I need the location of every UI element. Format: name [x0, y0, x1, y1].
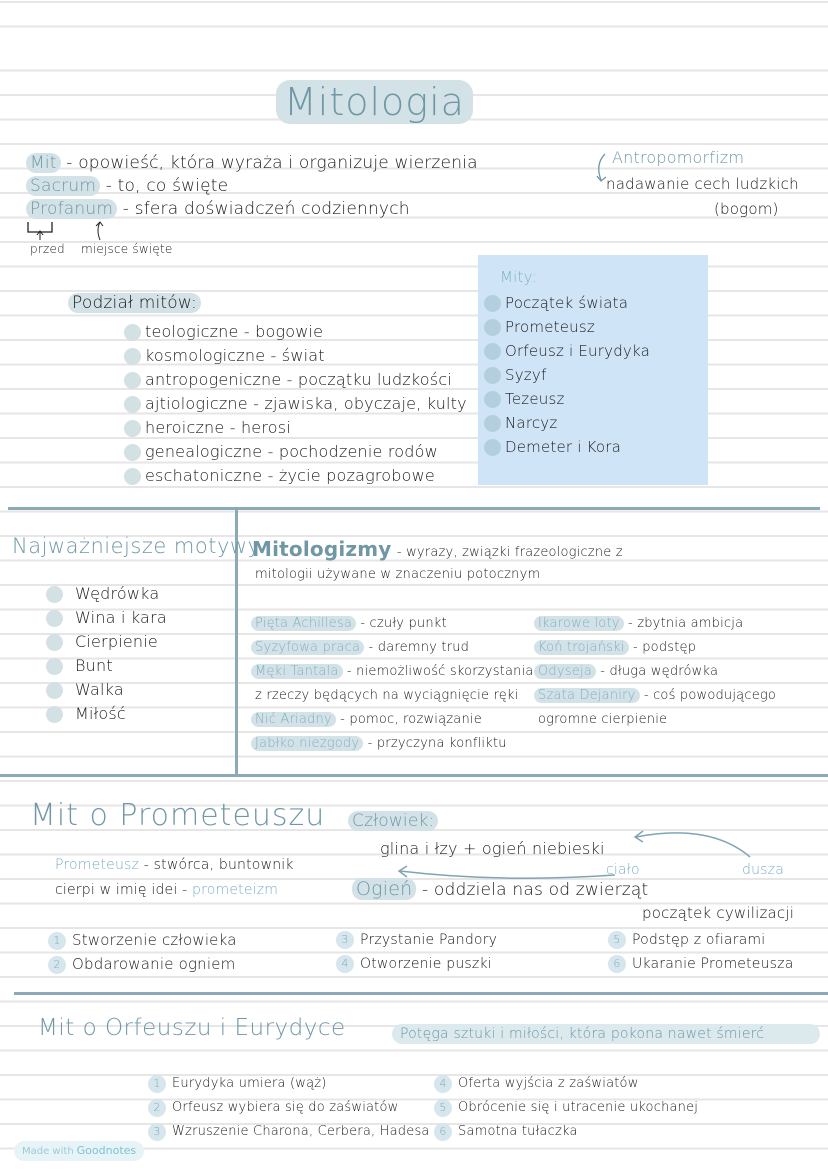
idiom-item: Szata Dejaniry - coś powodującego	[538, 684, 776, 708]
list-item: Początek świata	[484, 291, 650, 315]
list-item: eschatoniczne - życie pozagrobowe	[124, 464, 467, 488]
list-item: Syzyf	[484, 363, 650, 387]
bullet-icon	[46, 682, 63, 699]
bullet-icon	[46, 634, 63, 651]
prometheus-desc-line2: cierpi w imię idei - prometeizm	[55, 882, 279, 898]
list-item: teologiczne - bogowie	[124, 320, 467, 344]
definition-profanum: Profanum - sfera doświadczeń codziennych	[30, 198, 478, 221]
prometheus-steps-col3	[608, 928, 794, 976]
step-item: 6 Samotna tułaczka	[434, 1120, 698, 1144]
etymology-miejsce: miejsce święte	[81, 242, 173, 256]
list-item: Prometeusz	[484, 315, 650, 339]
list-item: Demeter i Kora	[484, 435, 650, 459]
bullet-icon	[46, 706, 63, 723]
bullet-icon	[124, 444, 141, 461]
bullet-icon	[484, 415, 501, 432]
page-title: Mitologia	[280, 80, 473, 124]
ogien-definition: Ogień - oddziela nas od zwierząt	[356, 878, 648, 900]
motifs-heading: Najważniejsze motywy	[12, 534, 261, 558]
list-item: genealogiczne - pochodzenie rodów	[124, 440, 467, 464]
divider-middle	[0, 774, 828, 777]
bullet-icon	[124, 372, 141, 389]
idiom-item: Męki Tantala - niemożliwość skorzystania	[255, 660, 534, 684]
list-item: Tezeusz	[484, 387, 650, 411]
bullet-icon	[46, 610, 63, 627]
mitologizmy-definition-line2: mitologii używane w znaczeniu potocznym	[255, 567, 541, 582]
prometheus-steps-col1	[48, 928, 237, 976]
cialo-label: ciało	[606, 862, 640, 878]
list-item: ajtiologiczne - zjawiska, obyczaje, kulty	[124, 392, 467, 416]
definitions	[30, 152, 478, 221]
list-item: kosmologiczne - świat	[124, 344, 467, 368]
antropomorfizm-term: Antropomorfizm	[612, 148, 745, 167]
prometheus-desc-line1: Prometeusz - stwórca, buntownik	[55, 857, 294, 873]
step-item: 5 Obrócenie się i utracenie ukochanej	[434, 1096, 698, 1120]
goodnotes-badge[interactable]: Made with Goodnotes	[14, 1141, 144, 1161]
orpheus-steps-col2	[434, 1072, 698, 1144]
bullet-icon	[484, 295, 501, 312]
bullet-icon	[124, 420, 141, 437]
step-item: 1 Eurydyka umiera (wąż)	[148, 1072, 430, 1096]
bullet-icon	[46, 586, 63, 603]
czlowiek-label: Człowiek:	[352, 811, 438, 831]
myths-heading: Mity:	[500, 268, 537, 286]
list-item: Walka	[46, 678, 167, 702]
step-item: 3 Wzruszenie Charona, Cerbera, Hadesa	[148, 1120, 430, 1144]
bullet-icon	[484, 367, 501, 384]
step-item: 5 Podstęp z ofiarami	[608, 928, 794, 952]
list-item: Orfeusz i Eurydyka	[484, 339, 650, 363]
list-item: Wina i kara	[46, 606, 167, 630]
bullet-icon	[124, 324, 141, 341]
bullet-icon	[46, 658, 63, 675]
divider-top	[8, 507, 820, 510]
idiom-item: Jabłko niezgody - przyczyna konfliktu	[255, 732, 534, 756]
prometheus-steps-col2	[336, 928, 497, 976]
step-item: 1 Stworzenie człowieka	[48, 928, 237, 952]
arrows-icon	[380, 825, 760, 885]
idiom-item: Koń trojański - podstęp	[538, 636, 776, 660]
idiom-item: Nić Ariadny - pomoc, rozwiązanie	[255, 708, 534, 732]
list-item: Bunt	[46, 654, 167, 678]
step-item: 6 Ukaranie Prometeusza	[608, 952, 794, 976]
etymology-przed: przed	[30, 242, 65, 256]
prometheus-heading: Mit o Prometeuszu	[30, 798, 326, 833]
bullet-icon	[484, 439, 501, 456]
poczatek-cywilizacji: początek cywilizacji	[642, 904, 795, 922]
idiom-continuation: ogromne cierpienie	[538, 712, 668, 727]
step-item: 3 Przystanie Pandory	[336, 928, 497, 952]
list-item: heroiczne - herosi	[124, 416, 467, 440]
bullet-icon	[124, 396, 141, 413]
definition-sacrum: Sacrum - to, co święte	[30, 175, 478, 198]
bullet-icon	[484, 319, 501, 336]
idiom-item: Pięta Achillesa - czuły punkt	[255, 612, 534, 636]
definition-mit: Mit - opowieść, która wyraża i organizuje wierzenia	[30, 152, 478, 175]
step-item: 2 Obdarowanie ogniem	[48, 952, 237, 976]
idiom-item: Syzyfowa praca - daremny trud	[255, 636, 534, 660]
list-item: Narcyz	[484, 411, 650, 435]
bullet-icon	[484, 343, 501, 360]
bullet-icon	[124, 468, 141, 485]
idioms-right	[538, 612, 776, 732]
idiom-item: Ikarowe loty - zbytnia ambicja	[538, 612, 776, 636]
step-item: 4 Oferta wyjścia z zaświatów	[434, 1072, 698, 1096]
myths-list	[484, 291, 650, 459]
podzial-list	[124, 320, 467, 488]
podzial-heading: Podział mitów:	[72, 293, 201, 313]
step-item: 4 Otworzenie puszki	[336, 952, 497, 976]
orpheus-subtitle: Potęga sztuki i miłości, która pokona nawet śmierć	[392, 1024, 820, 1044]
list-item: antropogeniczne - początku ludzkości	[124, 368, 467, 392]
list-item: Wędrówka	[46, 582, 167, 606]
divider-bottom	[14, 992, 828, 995]
idiom-continuation: z rzeczy będących na wyciągnięcie ręki	[255, 688, 519, 703]
dusza-label: dusza	[742, 862, 784, 878]
antropomorfizm-line2: (bogom)	[714, 200, 779, 218]
bullet-icon	[484, 391, 501, 408]
list-item: Miłość	[46, 702, 167, 726]
orpheus-steps-col1	[148, 1072, 430, 1144]
orpheus-heading: Mit o Orfeuszu i Eurydyce	[38, 1015, 346, 1041]
czlowiek-formula: glina i łzy + ogień niebieski	[380, 839, 605, 858]
mitologizmy-definition: Mitologizmy - wyrazy, związki frazeologiczne z	[252, 537, 623, 561]
bullet-icon	[124, 348, 141, 365]
step-item: 2 Orfeusz wybiera się do zaświatów	[148, 1096, 430, 1120]
list-item: Cierpienie	[46, 630, 167, 654]
idiom-item: Odyseja - długa wędrówka	[538, 660, 776, 684]
motifs-list	[46, 582, 167, 726]
idioms-left	[255, 612, 534, 756]
antropomorfizm-line1: nadawanie cech ludzkich	[606, 175, 799, 193]
